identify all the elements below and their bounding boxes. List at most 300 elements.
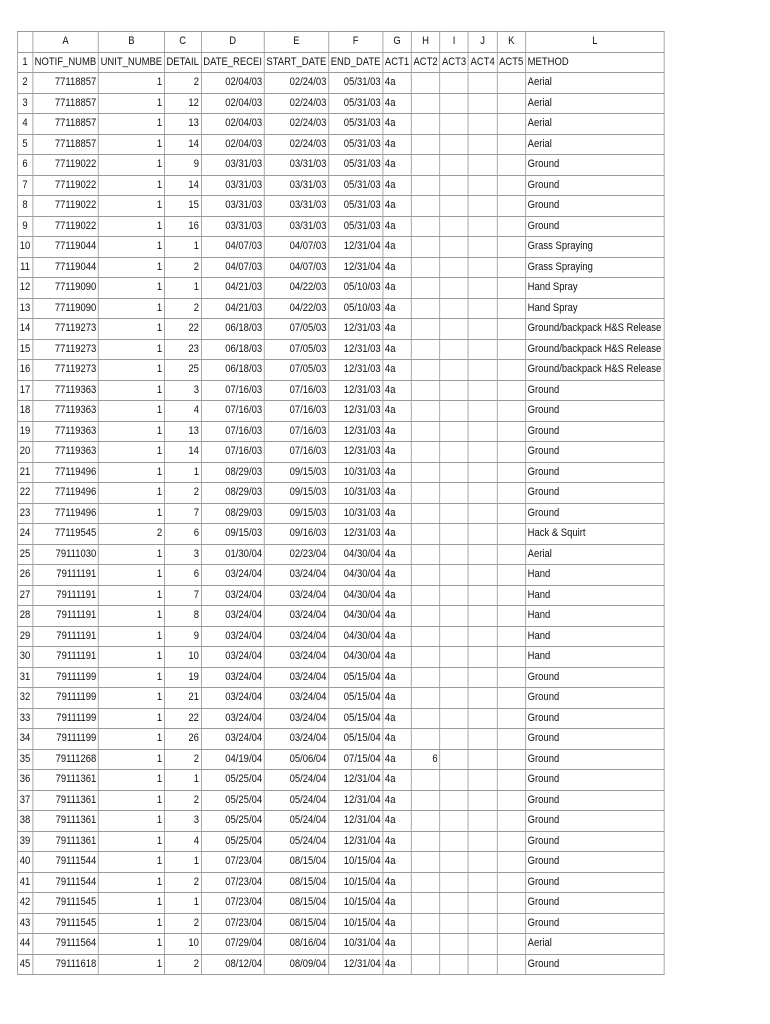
- cell-act4[interactable]: [468, 749, 497, 770]
- cell-act2[interactable]: [411, 196, 440, 217]
- cell-act1[interactable]: 4a: [383, 93, 412, 114]
- cell-act3[interactable]: [440, 257, 469, 278]
- cell-detail[interactable]: 2: [164, 954, 201, 975]
- cell-detail[interactable]: 2: [164, 749, 201, 770]
- cell-unit-numbe[interactable]: 1: [98, 257, 164, 278]
- cell-unit-numbe[interactable]: 1: [98, 278, 164, 299]
- cell-act5[interactable]: [497, 647, 526, 668]
- cell-unit-numbe[interactable]: 1: [98, 770, 164, 791]
- cell-act2[interactable]: [411, 483, 440, 504]
- cell-act4[interactable]: [468, 380, 497, 401]
- row-number[interactable]: 42: [17, 893, 32, 914]
- cell-detail[interactable]: 1: [164, 893, 201, 914]
- cell-act5[interactable]: [497, 872, 526, 893]
- row-number[interactable]: 9: [17, 216, 32, 237]
- corner-cell[interactable]: [17, 32, 32, 53]
- cell-act1[interactable]: 4a: [383, 196, 412, 217]
- field-header-cell[interactable]: UNIT_NUMBE: [98, 52, 164, 73]
- cell-unit-numbe[interactable]: 1: [98, 544, 164, 565]
- cell-act5[interactable]: [497, 606, 526, 627]
- cell-start-date[interactable]: 02/24/03: [264, 93, 328, 114]
- cell-act4[interactable]: [468, 73, 497, 94]
- row-number[interactable]: 26: [17, 565, 32, 586]
- cell-act4[interactable]: [468, 360, 497, 381]
- cell-act4[interactable]: [468, 667, 497, 688]
- column-header-g[interactable]: G: [383, 32, 412, 53]
- cell-notif-numb[interactable]: 77119273: [33, 339, 99, 360]
- row-number[interactable]: 43: [17, 913, 32, 934]
- cell-act4[interactable]: [468, 811, 497, 832]
- cell-end-date[interactable]: 04/30/04: [329, 606, 383, 627]
- cell-date-recei[interactable]: 04/21/03: [201, 298, 264, 319]
- cell-notif-numb[interactable]: 77119496: [33, 503, 99, 524]
- cell-act3[interactable]: [440, 913, 469, 934]
- cell-detail[interactable]: 21: [164, 688, 201, 709]
- cell-act3[interactable]: [440, 442, 469, 463]
- cell-notif-numb[interactable]: 79111030: [33, 544, 99, 565]
- cell-notif-numb[interactable]: 77118857: [33, 134, 99, 155]
- cell-unit-numbe[interactable]: 1: [98, 831, 164, 852]
- cell-date-recei[interactable]: 03/31/03: [201, 155, 264, 176]
- cell-method[interactable]: Ground: [526, 729, 665, 750]
- cell-date-recei[interactable]: 03/24/04: [201, 626, 264, 647]
- column-header-d[interactable]: D: [201, 32, 264, 53]
- cell-method[interactable]: Ground/backpack H&S Release: [526, 360, 665, 381]
- row-number[interactable]: 6: [17, 155, 32, 176]
- cell-end-date[interactable]: 04/30/04: [329, 647, 383, 668]
- cell-act3[interactable]: [440, 790, 469, 811]
- cell-detail[interactable]: 6: [164, 524, 201, 545]
- cell-notif-numb[interactable]: 79111361: [33, 790, 99, 811]
- cell-act5[interactable]: [497, 462, 526, 483]
- cell-act3[interactable]: [440, 216, 469, 237]
- cell-method[interactable]: Ground: [526, 196, 665, 217]
- cell-notif-numb[interactable]: 77119022: [33, 155, 99, 176]
- cell-method[interactable]: Ground/backpack H&S Release: [526, 319, 665, 340]
- cell-detail[interactable]: 2: [164, 790, 201, 811]
- field-header-cell[interactable]: ACT4: [468, 52, 497, 73]
- cell-act5[interactable]: [497, 278, 526, 299]
- cell-unit-numbe[interactable]: 1: [98, 708, 164, 729]
- cell-act1[interactable]: 4a: [383, 585, 412, 606]
- cell-method[interactable]: Aerial: [526, 93, 665, 114]
- cell-end-date[interactable]: 05/31/03: [329, 73, 383, 94]
- cell-unit-numbe[interactable]: 1: [98, 237, 164, 258]
- cell-act4[interactable]: [468, 544, 497, 565]
- cell-act5[interactable]: [497, 790, 526, 811]
- cell-start-date[interactable]: 05/24/04: [264, 831, 328, 852]
- cell-act2[interactable]: [411, 893, 440, 914]
- cell-date-recei[interactable]: 03/24/04: [201, 667, 264, 688]
- cell-unit-numbe[interactable]: 1: [98, 565, 164, 586]
- cell-start-date[interactable]: 03/24/04: [264, 565, 328, 586]
- cell-act2[interactable]: [411, 565, 440, 586]
- row-number[interactable]: 40: [17, 852, 32, 873]
- cell-method[interactable]: Ground: [526, 688, 665, 709]
- cell-method[interactable]: Ground: [526, 831, 665, 852]
- cell-date-recei[interactable]: 04/19/04: [201, 749, 264, 770]
- cell-act5[interactable]: [497, 811, 526, 832]
- cell-end-date[interactable]: 05/31/03: [329, 175, 383, 196]
- cell-detail[interactable]: 1: [164, 852, 201, 873]
- cell-act1[interactable]: 4a: [383, 442, 412, 463]
- cell-act4[interactable]: [468, 872, 497, 893]
- cell-end-date[interactable]: 12/31/04: [329, 790, 383, 811]
- cell-act2[interactable]: [411, 770, 440, 791]
- row-number[interactable]: 34: [17, 729, 32, 750]
- cell-act3[interactable]: [440, 893, 469, 914]
- cell-method[interactable]: Grass Spraying: [526, 257, 665, 278]
- cell-notif-numb[interactable]: 77119022: [33, 196, 99, 217]
- cell-end-date[interactable]: 04/30/04: [329, 585, 383, 606]
- cell-end-date[interactable]: 12/31/04: [329, 954, 383, 975]
- cell-act2[interactable]: [411, 114, 440, 135]
- cell-date-recei[interactable]: 04/21/03: [201, 278, 264, 299]
- row-number[interactable]: 21: [17, 462, 32, 483]
- cell-notif-numb[interactable]: 79111199: [33, 688, 99, 709]
- cell-end-date[interactable]: 12/31/04: [329, 257, 383, 278]
- cell-act5[interactable]: [497, 565, 526, 586]
- cell-detail[interactable]: 14: [164, 134, 201, 155]
- cell-act1[interactable]: 4a: [383, 565, 412, 586]
- cell-date-recei[interactable]: 06/18/03: [201, 319, 264, 340]
- cell-unit-numbe[interactable]: 1: [98, 421, 164, 442]
- cell-date-recei[interactable]: 08/29/03: [201, 483, 264, 504]
- cell-method[interactable]: Ground: [526, 893, 665, 914]
- cell-end-date[interactable]: 07/15/04: [329, 749, 383, 770]
- row-number[interactable]: 37: [17, 790, 32, 811]
- cell-act2[interactable]: [411, 319, 440, 340]
- cell-date-recei[interactable]: 07/23/04: [201, 913, 264, 934]
- cell-act3[interactable]: [440, 544, 469, 565]
- cell-notif-numb[interactable]: 79111191: [33, 647, 99, 668]
- cell-unit-numbe[interactable]: 1: [98, 647, 164, 668]
- cell-act4[interactable]: [468, 421, 497, 442]
- field-header-cell[interactable]: ACT5: [497, 52, 526, 73]
- cell-act4[interactable]: [468, 626, 497, 647]
- cell-notif-numb[interactable]: 77118857: [33, 114, 99, 135]
- cell-start-date[interactable]: 04/07/03: [264, 237, 328, 258]
- cell-date-recei[interactable]: 03/31/03: [201, 175, 264, 196]
- column-header-k[interactable]: K: [497, 32, 526, 53]
- cell-start-date[interactable]: 09/15/03: [264, 462, 328, 483]
- cell-detail[interactable]: 9: [164, 155, 201, 176]
- cell-act2[interactable]: [411, 790, 440, 811]
- cell-notif-numb[interactable]: 79111199: [33, 708, 99, 729]
- row-number[interactable]: 45: [17, 954, 32, 975]
- cell-unit-numbe[interactable]: 1: [98, 339, 164, 360]
- cell-act4[interactable]: [468, 708, 497, 729]
- cell-notif-numb[interactable]: 79111361: [33, 770, 99, 791]
- cell-end-date[interactable]: 10/31/03: [329, 483, 383, 504]
- cell-date-recei[interactable]: 03/24/04: [201, 688, 264, 709]
- cell-act4[interactable]: [468, 298, 497, 319]
- cell-act2[interactable]: [411, 257, 440, 278]
- cell-start-date[interactable]: 07/16/03: [264, 380, 328, 401]
- cell-act1[interactable]: 4a: [383, 852, 412, 873]
- row-number[interactable]: 27: [17, 585, 32, 606]
- field-header-cell[interactable]: ACT3: [440, 52, 469, 73]
- cell-start-date[interactable]: 04/22/03: [264, 298, 328, 319]
- cell-end-date[interactable]: 12/31/03: [329, 401, 383, 422]
- cell-notif-numb[interactable]: 79111544: [33, 852, 99, 873]
- cell-method[interactable]: Aerial: [526, 544, 665, 565]
- cell-start-date[interactable]: 03/31/03: [264, 216, 328, 237]
- cell-act5[interactable]: [497, 626, 526, 647]
- cell-unit-numbe[interactable]: 1: [98, 688, 164, 709]
- cell-method[interactable]: Ground: [526, 421, 665, 442]
- cell-act4[interactable]: [468, 483, 497, 504]
- cell-act3[interactable]: [440, 831, 469, 852]
- cell-detail[interactable]: 19: [164, 667, 201, 688]
- cell-act3[interactable]: [440, 647, 469, 668]
- cell-act3[interactable]: [440, 626, 469, 647]
- cell-notif-numb[interactable]: 79111545: [33, 913, 99, 934]
- cell-act3[interactable]: [440, 852, 469, 873]
- cell-act2[interactable]: [411, 524, 440, 545]
- row-number[interactable]: 20: [17, 442, 32, 463]
- field-header-cell[interactable]: ACT2: [411, 52, 440, 73]
- field-header-cell[interactable]: DATE_RECEI: [201, 52, 264, 73]
- cell-act5[interactable]: [497, 667, 526, 688]
- cell-date-recei[interactable]: 07/23/04: [201, 852, 264, 873]
- cell-unit-numbe[interactable]: 1: [98, 134, 164, 155]
- row-number[interactable]: 25: [17, 544, 32, 565]
- cell-act1[interactable]: 4a: [383, 298, 412, 319]
- cell-act2[interactable]: [411, 380, 440, 401]
- cell-act5[interactable]: [497, 585, 526, 606]
- cell-act2[interactable]: [411, 442, 440, 463]
- cell-act4[interactable]: [468, 196, 497, 217]
- cell-date-recei[interactable]: 03/24/04: [201, 606, 264, 627]
- cell-notif-numb[interactable]: 79111545: [33, 893, 99, 914]
- row-number[interactable]: 13: [17, 298, 32, 319]
- cell-act2[interactable]: [411, 134, 440, 155]
- row-number[interactable]: 1: [17, 52, 32, 73]
- cell-notif-numb[interactable]: 79111618: [33, 954, 99, 975]
- cell-act2[interactable]: [411, 278, 440, 299]
- cell-act4[interactable]: [468, 954, 497, 975]
- cell-date-recei[interactable]: 07/29/04: [201, 934, 264, 955]
- cell-act3[interactable]: [440, 278, 469, 299]
- cell-end-date[interactable]: 12/31/03: [329, 421, 383, 442]
- cell-act1[interactable]: 4a: [383, 155, 412, 176]
- cell-notif-numb[interactable]: 79111199: [33, 667, 99, 688]
- cell-date-recei[interactable]: 04/07/03: [201, 257, 264, 278]
- cell-unit-numbe[interactable]: 1: [98, 73, 164, 94]
- cell-act4[interactable]: [468, 585, 497, 606]
- cell-method[interactable]: Hand: [526, 565, 665, 586]
- cell-detail[interactable]: 3: [164, 544, 201, 565]
- cell-start-date[interactable]: 03/24/04: [264, 585, 328, 606]
- cell-act2[interactable]: [411, 73, 440, 94]
- cell-end-date[interactable]: 12/31/03: [329, 319, 383, 340]
- cell-date-recei[interactable]: 05/25/04: [201, 811, 264, 832]
- cell-date-recei[interactable]: 01/30/04: [201, 544, 264, 565]
- row-number[interactable]: 38: [17, 811, 32, 832]
- cell-act4[interactable]: [468, 442, 497, 463]
- cell-date-recei[interactable]: 03/31/03: [201, 216, 264, 237]
- cell-act5[interactable]: [497, 319, 526, 340]
- cell-act5[interactable]: [497, 893, 526, 914]
- cell-date-recei[interactable]: 02/04/03: [201, 73, 264, 94]
- cell-notif-numb[interactable]: 77119545: [33, 524, 99, 545]
- cell-act5[interactable]: [497, 483, 526, 504]
- cell-act2[interactable]: [411, 175, 440, 196]
- cell-method[interactable]: Ground: [526, 852, 665, 873]
- cell-act2[interactable]: [411, 954, 440, 975]
- cell-start-date[interactable]: 02/24/03: [264, 134, 328, 155]
- cell-start-date[interactable]: 03/24/04: [264, 626, 328, 647]
- cell-method[interactable]: Aerial: [526, 134, 665, 155]
- cell-detail[interactable]: 1: [164, 462, 201, 483]
- column-header-a[interactable]: A: [33, 32, 99, 53]
- field-header-cell[interactable]: DETAIL: [164, 52, 201, 73]
- cell-act1[interactable]: 4a: [383, 790, 412, 811]
- cell-act1[interactable]: 4a: [383, 114, 412, 135]
- cell-act4[interactable]: [468, 606, 497, 627]
- cell-act1[interactable]: 4a: [383, 811, 412, 832]
- cell-act5[interactable]: [497, 544, 526, 565]
- cell-act5[interactable]: [497, 852, 526, 873]
- cell-date-recei[interactable]: 05/25/04: [201, 831, 264, 852]
- cell-method[interactable]: Ground: [526, 401, 665, 422]
- cell-date-recei[interactable]: 08/12/04: [201, 954, 264, 975]
- cell-start-date[interactable]: 07/05/03: [264, 360, 328, 381]
- cell-date-recei[interactable]: 03/24/04: [201, 585, 264, 606]
- cell-end-date[interactable]: 04/30/04: [329, 626, 383, 647]
- column-header-i[interactable]: I: [440, 32, 469, 53]
- cell-act3[interactable]: [440, 319, 469, 340]
- row-number[interactable]: 24: [17, 524, 32, 545]
- cell-act5[interactable]: [497, 257, 526, 278]
- cell-notif-numb[interactable]: 77119090: [33, 298, 99, 319]
- cell-unit-numbe[interactable]: 1: [98, 380, 164, 401]
- cell-act3[interactable]: [440, 175, 469, 196]
- cell-act1[interactable]: 4a: [383, 913, 412, 934]
- cell-date-recei[interactable]: 03/31/03: [201, 196, 264, 217]
- cell-act2[interactable]: [411, 708, 440, 729]
- row-number[interactable]: 8: [17, 196, 32, 217]
- cell-act4[interactable]: [468, 134, 497, 155]
- cell-act4[interactable]: [468, 462, 497, 483]
- cell-unit-numbe[interactable]: 1: [98, 93, 164, 114]
- cell-unit-numbe[interactable]: 1: [98, 114, 164, 135]
- cell-act4[interactable]: [468, 216, 497, 237]
- cell-date-recei[interactable]: 02/04/03: [201, 114, 264, 135]
- column-header-c[interactable]: C: [164, 32, 201, 53]
- cell-unit-numbe[interactable]: 1: [98, 216, 164, 237]
- cell-act1[interactable]: 4a: [383, 134, 412, 155]
- cell-act4[interactable]: [468, 852, 497, 873]
- cell-end-date[interactable]: 12/31/03: [329, 360, 383, 381]
- cell-start-date[interactable]: 03/24/04: [264, 708, 328, 729]
- cell-unit-numbe[interactable]: 1: [98, 503, 164, 524]
- cell-method[interactable]: Ground: [526, 790, 665, 811]
- cell-act4[interactable]: [468, 114, 497, 135]
- cell-method[interactable]: Ground/backpack H&S Release: [526, 339, 665, 360]
- cell-notif-numb[interactable]: 77119022: [33, 175, 99, 196]
- cell-act3[interactable]: [440, 585, 469, 606]
- cell-act2[interactable]: [411, 729, 440, 750]
- row-number[interactable]: 3: [17, 93, 32, 114]
- cell-act4[interactable]: [468, 257, 497, 278]
- cell-start-date[interactable]: 08/15/04: [264, 893, 328, 914]
- field-header-cell[interactable]: END_DATE: [329, 52, 383, 73]
- cell-act1[interactable]: 4a: [383, 544, 412, 565]
- cell-end-date[interactable]: 10/15/04: [329, 913, 383, 934]
- cell-unit-numbe[interactable]: 1: [98, 667, 164, 688]
- cell-method[interactable]: Hand Spray: [526, 278, 665, 299]
- cell-act2[interactable]: [411, 155, 440, 176]
- cell-method[interactable]: Ground: [526, 380, 665, 401]
- cell-end-date[interactable]: 05/15/04: [329, 688, 383, 709]
- cell-act5[interactable]: [497, 175, 526, 196]
- cell-act4[interactable]: [468, 913, 497, 934]
- row-number[interactable]: 33: [17, 708, 32, 729]
- cell-start-date[interactable]: 02/24/03: [264, 114, 328, 135]
- cell-detail[interactable]: 13: [164, 421, 201, 442]
- cell-start-date[interactable]: 05/24/04: [264, 811, 328, 832]
- cell-date-recei[interactable]: 03/24/04: [201, 565, 264, 586]
- cell-start-date[interactable]: 05/24/04: [264, 790, 328, 811]
- cell-act3[interactable]: [440, 401, 469, 422]
- cell-act1[interactable]: 4a: [383, 872, 412, 893]
- cell-act1[interactable]: 4a: [383, 380, 412, 401]
- cell-act5[interactable]: [497, 73, 526, 94]
- cell-method[interactable]: Ground: [526, 872, 665, 893]
- cell-end-date[interactable]: 05/31/03: [329, 134, 383, 155]
- cell-detail[interactable]: 1: [164, 237, 201, 258]
- cell-act2[interactable]: [411, 339, 440, 360]
- cell-act2[interactable]: [411, 934, 440, 955]
- cell-act2[interactable]: [411, 503, 440, 524]
- cell-act5[interactable]: [497, 237, 526, 258]
- cell-act1[interactable]: 4a: [383, 626, 412, 647]
- cell-act5[interactable]: [497, 134, 526, 155]
- cell-method[interactable]: Ground: [526, 155, 665, 176]
- column-header-e[interactable]: E: [264, 32, 328, 53]
- cell-notif-numb[interactable]: 79111191: [33, 565, 99, 586]
- cell-act3[interactable]: [440, 114, 469, 135]
- cell-date-recei[interactable]: 08/29/03: [201, 503, 264, 524]
- cell-detail[interactable]: 22: [164, 319, 201, 340]
- cell-method[interactable]: Hand: [526, 647, 665, 668]
- cell-act2[interactable]: 6: [411, 749, 440, 770]
- cell-act5[interactable]: [497, 298, 526, 319]
- cell-date-recei[interactable]: 02/04/03: [201, 134, 264, 155]
- cell-notif-numb[interactable]: 79111191: [33, 585, 99, 606]
- cell-act5[interactable]: [497, 708, 526, 729]
- cell-act1[interactable]: 4a: [383, 339, 412, 360]
- cell-act4[interactable]: [468, 729, 497, 750]
- cell-unit-numbe[interactable]: 1: [98, 913, 164, 934]
- row-number[interactable]: 17: [17, 380, 32, 401]
- cell-method[interactable]: Hand: [526, 606, 665, 627]
- cell-act5[interactable]: [497, 421, 526, 442]
- cell-notif-numb[interactable]: 77119363: [33, 442, 99, 463]
- cell-act5[interactable]: [497, 401, 526, 422]
- cell-start-date[interactable]: 07/16/03: [264, 421, 328, 442]
- cell-method[interactable]: Ground: [526, 462, 665, 483]
- cell-method[interactable]: Ground: [526, 216, 665, 237]
- cell-act2[interactable]: [411, 647, 440, 668]
- cell-notif-numb[interactable]: 77119496: [33, 483, 99, 504]
- cell-act2[interactable]: [411, 360, 440, 381]
- cell-end-date[interactable]: 10/31/03: [329, 462, 383, 483]
- cell-detail[interactable]: 10: [164, 934, 201, 955]
- cell-act2[interactable]: [411, 626, 440, 647]
